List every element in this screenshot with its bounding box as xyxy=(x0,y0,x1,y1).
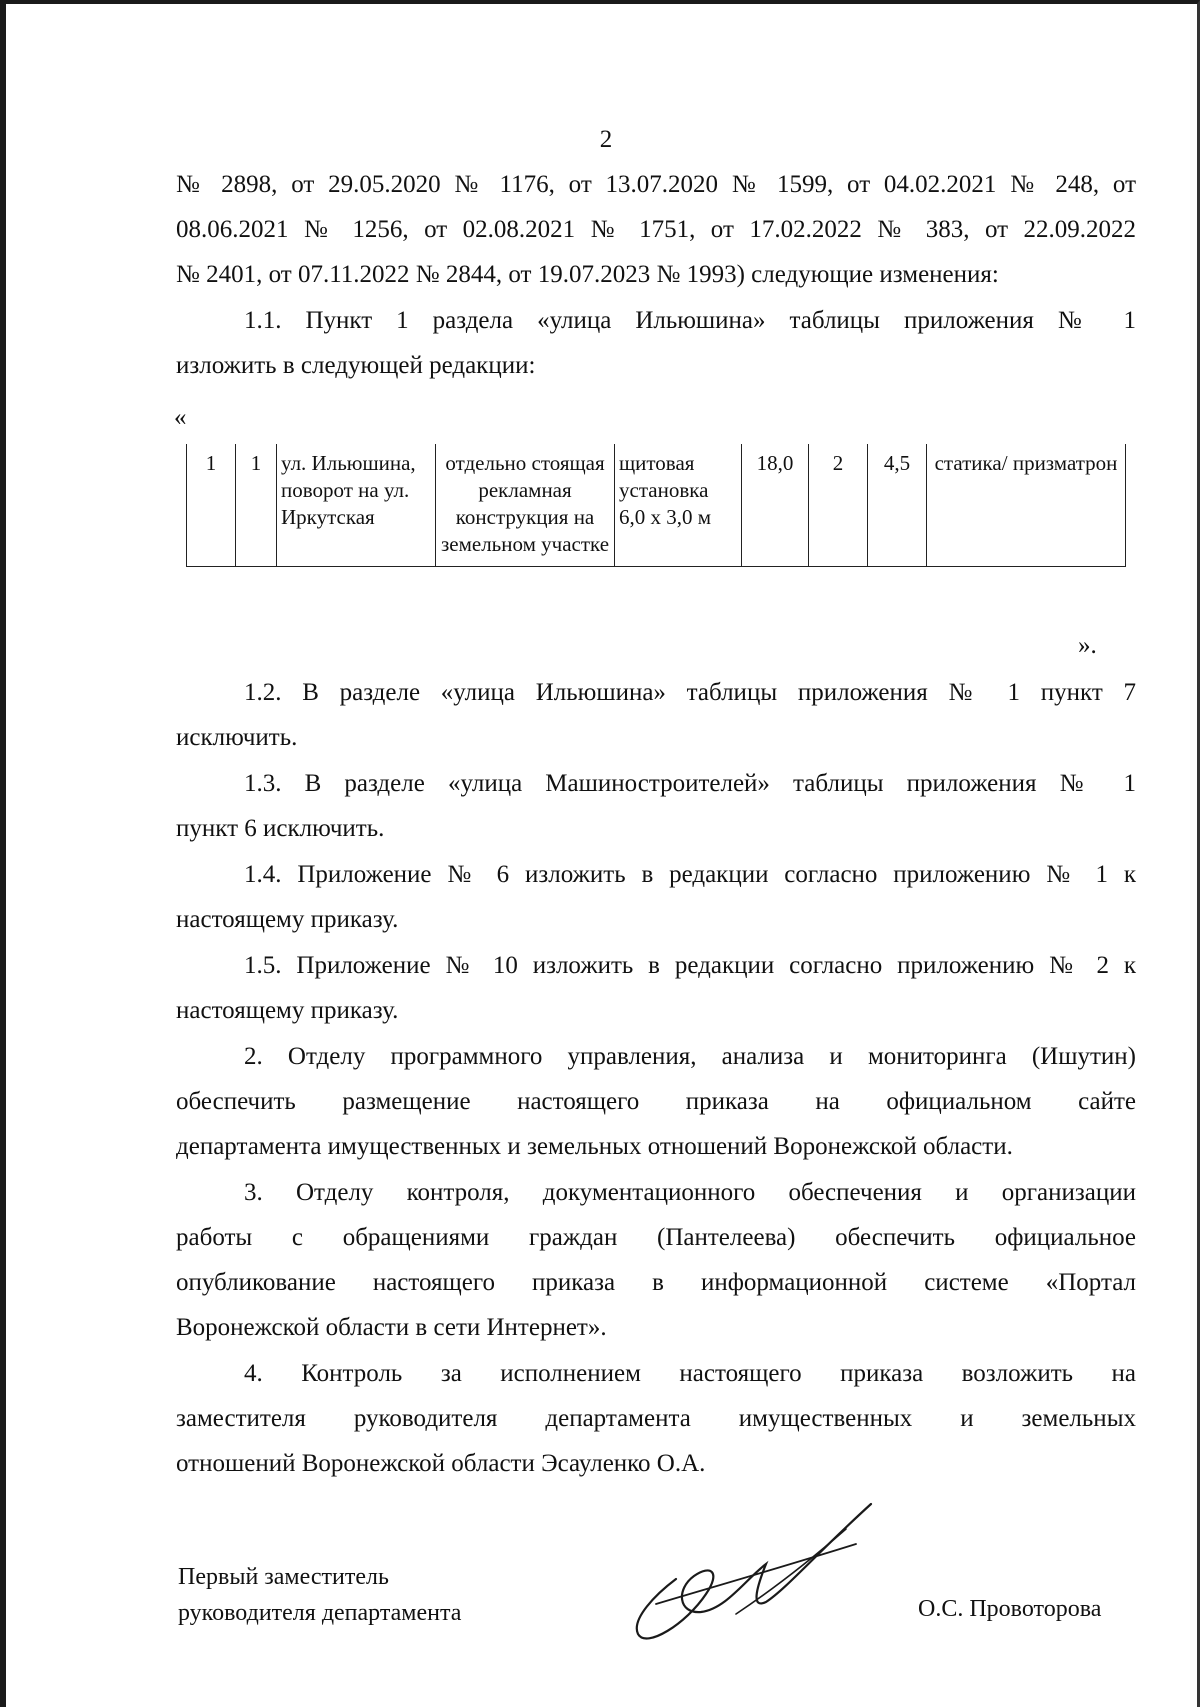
signatory-title xyxy=(178,1559,461,1631)
item-3 xyxy=(176,1170,1136,1350)
table-cell-value: 4,5 xyxy=(868,444,927,567)
opening-quote: « xyxy=(174,404,187,431)
signatory-title-line: Первый заместитель xyxy=(178,1564,389,1590)
text-line: 4. Контроль за исполнением настоящего приказа возложить на xyxy=(244,1360,1136,1387)
item-1-5 xyxy=(176,943,1136,1033)
text-line: изложить в следующей редакции: xyxy=(176,352,536,379)
text-line: 1.4. Приложение № 6 изложить в редакции согласно приложению № 1 к xyxy=(244,861,1136,888)
text-line: 3. Отделу контроля, документационного обеспечения и организации xyxy=(244,1179,1136,1206)
text-line: отношений Воронежской области Эсауленко О.А. xyxy=(176,1450,706,1477)
table-cell-address: ул. Ильюшина, поворот на ул. Иркутская xyxy=(277,444,436,567)
table-cell-structure-type: отдельно стоящая рекламная конструкция на земельном участке xyxy=(436,444,615,567)
text-line: 1.1. Пункт 1 раздела «улица Ильюшина» таблицы приложения № 1 xyxy=(244,307,1136,334)
table-cell-sides: 2 xyxy=(809,444,868,567)
item-2 xyxy=(176,1034,1136,1169)
text-line: настоящему приказу. xyxy=(176,997,399,1024)
closing-quote: ». xyxy=(1078,632,1097,659)
text-line: заместителя руководителя департамента имущественных и земельных xyxy=(176,1405,1136,1432)
item-1-2 xyxy=(176,670,1136,760)
table-cell-index: 1 xyxy=(236,444,277,567)
table-row xyxy=(187,444,1126,567)
table-cell-area: 18,0 xyxy=(742,444,809,567)
handwritten-signature xyxy=(616,1484,886,1654)
text-line: исключить. xyxy=(176,724,298,751)
table-cell-number: 1 xyxy=(187,444,236,567)
text-line: № 2401, от 07.11.2022 № 2844, от 19.07.2023 № 1993) следующие изменения: xyxy=(176,261,999,288)
text-line: пункт 6 исключить. xyxy=(176,815,385,842)
text-line: № 2898, от 29.05.2020 № 1176, от 13.07.2020 № 1599, от 04.02.2021 № 248, от xyxy=(176,171,1136,198)
advertising-structure-table xyxy=(186,444,1126,567)
page-number: 2 xyxy=(599,126,613,153)
signatory-name: О.С. Провоторова xyxy=(918,1596,1102,1622)
text-line: 1.2. В разделе «улица Ильюшина» таблицы приложения № 1 пункт 7 xyxy=(244,679,1136,706)
table-cell-format: щитовая установка 6,0 х 3,0 м xyxy=(615,444,742,567)
text-line: 1.5. Приложение № 10 изложить в редакции согласно приложению № 2 к xyxy=(244,952,1136,979)
text-line: департамента имущественных и земельных отношений Воронежской области. xyxy=(176,1133,1013,1160)
text-line: 2. Отделу программного управления, анализа и мониторинга (Ишутин) xyxy=(244,1043,1136,1070)
item-4 xyxy=(176,1351,1136,1486)
text-line: настоящему приказу. xyxy=(176,906,399,933)
text-line: обеспечить размещение настоящего приказа на официальном сайте xyxy=(176,1088,1136,1115)
signatory-title-line: руководителя департамента xyxy=(178,1600,462,1626)
text-line: 1.3. В разделе «улица Машиностроителей» таблицы приложения № 1 xyxy=(244,770,1136,797)
text-line: работы с обращениями граждан (Пантелеева) обеспечить официальное xyxy=(176,1224,1136,1251)
item-1-1 xyxy=(176,298,1136,388)
text-line: опубликование настоящего приказа в информационной системе «Портал xyxy=(176,1269,1136,1296)
table-cell-display-type: статика/ призматрон xyxy=(927,444,1126,567)
intro-paragraph xyxy=(176,162,1136,297)
text-line: 08.06.2021 № 1256, от 02.08.2021 № 1751, от 17.02.2022 № 383, от 22.09.2022 xyxy=(176,216,1136,243)
item-1-4 xyxy=(176,852,1136,942)
item-1-3 xyxy=(176,761,1136,851)
text-line: Воронежской области в сети Интернет». xyxy=(176,1314,607,1341)
